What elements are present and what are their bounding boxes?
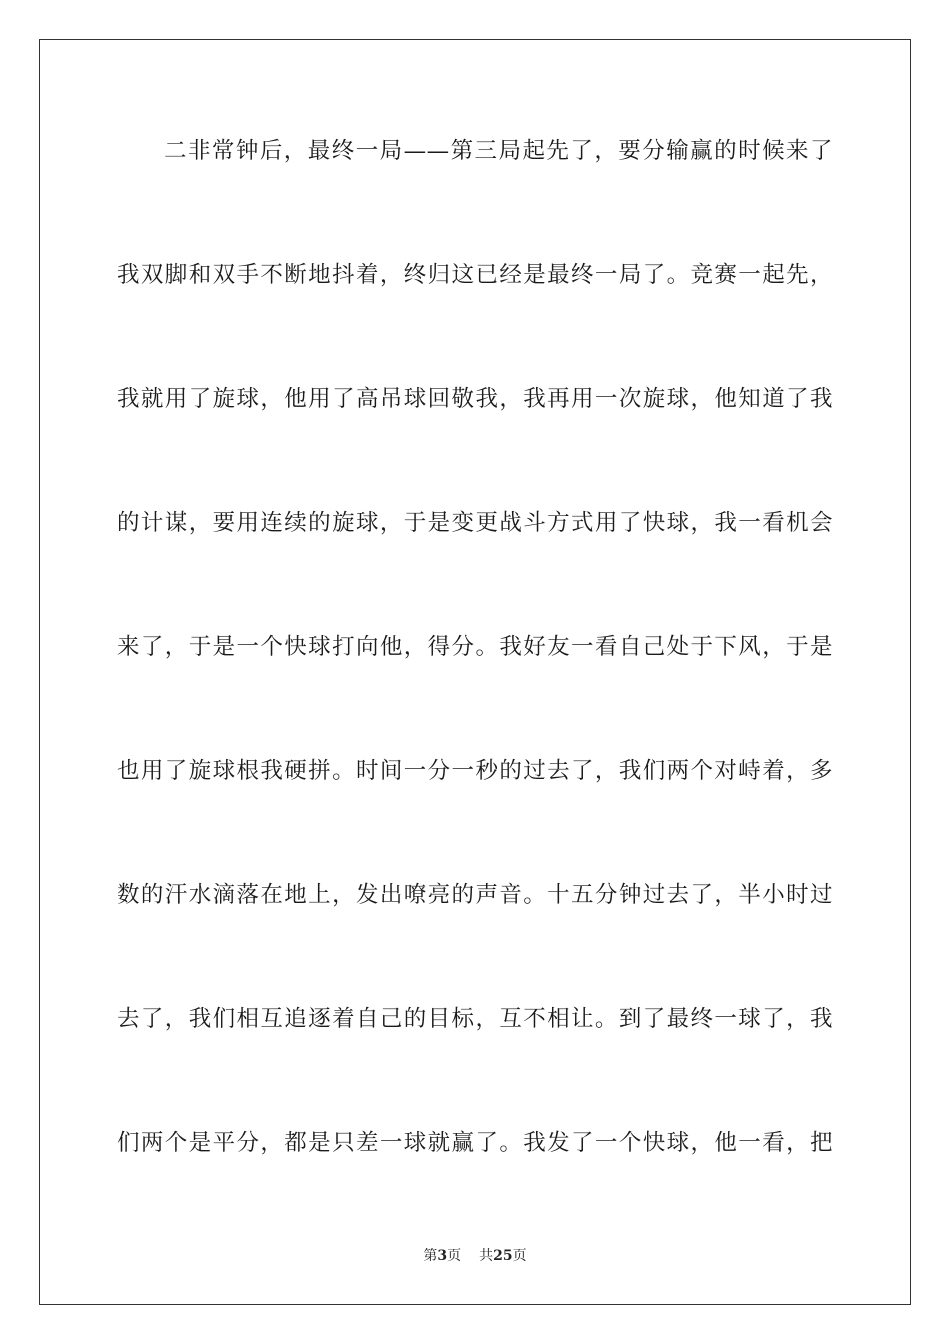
text-line-6: 也用了旋球根我硬拼。时间一分一秒的过去了，我们两个对峙着，多 xyxy=(117,758,833,784)
page-suffix: 页 xyxy=(447,1248,462,1264)
text-line-5: 来了，于是一个快球打向他，得分。我好友一看自己处于下风，于是 xyxy=(117,634,833,660)
total-suffix: 页 xyxy=(512,1248,527,1264)
page-total: 25 xyxy=(493,1248,513,1264)
text-line-9: 们两个是平分，都是只差一球就赢了。我发了一个快球，他一看，把 xyxy=(117,1130,833,1156)
text-line-4: 的计谋，要用连续的旋球，于是变更战斗方式用了快球，我一看机会 xyxy=(117,510,833,536)
page-footer xyxy=(0,1246,950,1266)
page-border xyxy=(39,39,911,1305)
page-prefix: 第 xyxy=(423,1248,438,1264)
page-current: 3 xyxy=(437,1248,448,1264)
text-line-3: 我就用了旋球，他用了高吊球回敬我，我再用一次旋球，他知道了我 xyxy=(117,386,833,412)
text-line-8: 去了，我们相互追逐着自己的目标，互不相让。到了最终一球了，我 xyxy=(117,1006,833,1032)
text-line-7: 数的汗水滴落在地上，发出嘹亮的声音。十五分钟过去了，半小时过 xyxy=(117,882,833,908)
text-line-2: 我双脚和双手不断地抖着，终归这已经是最终一局了。竞赛一起先， xyxy=(117,262,833,288)
total-prefix: 共 xyxy=(479,1248,494,1264)
text-line-1: 二非常钟后，最终一局——第三局起先了，要分输赢的时候来了 xyxy=(164,138,833,164)
